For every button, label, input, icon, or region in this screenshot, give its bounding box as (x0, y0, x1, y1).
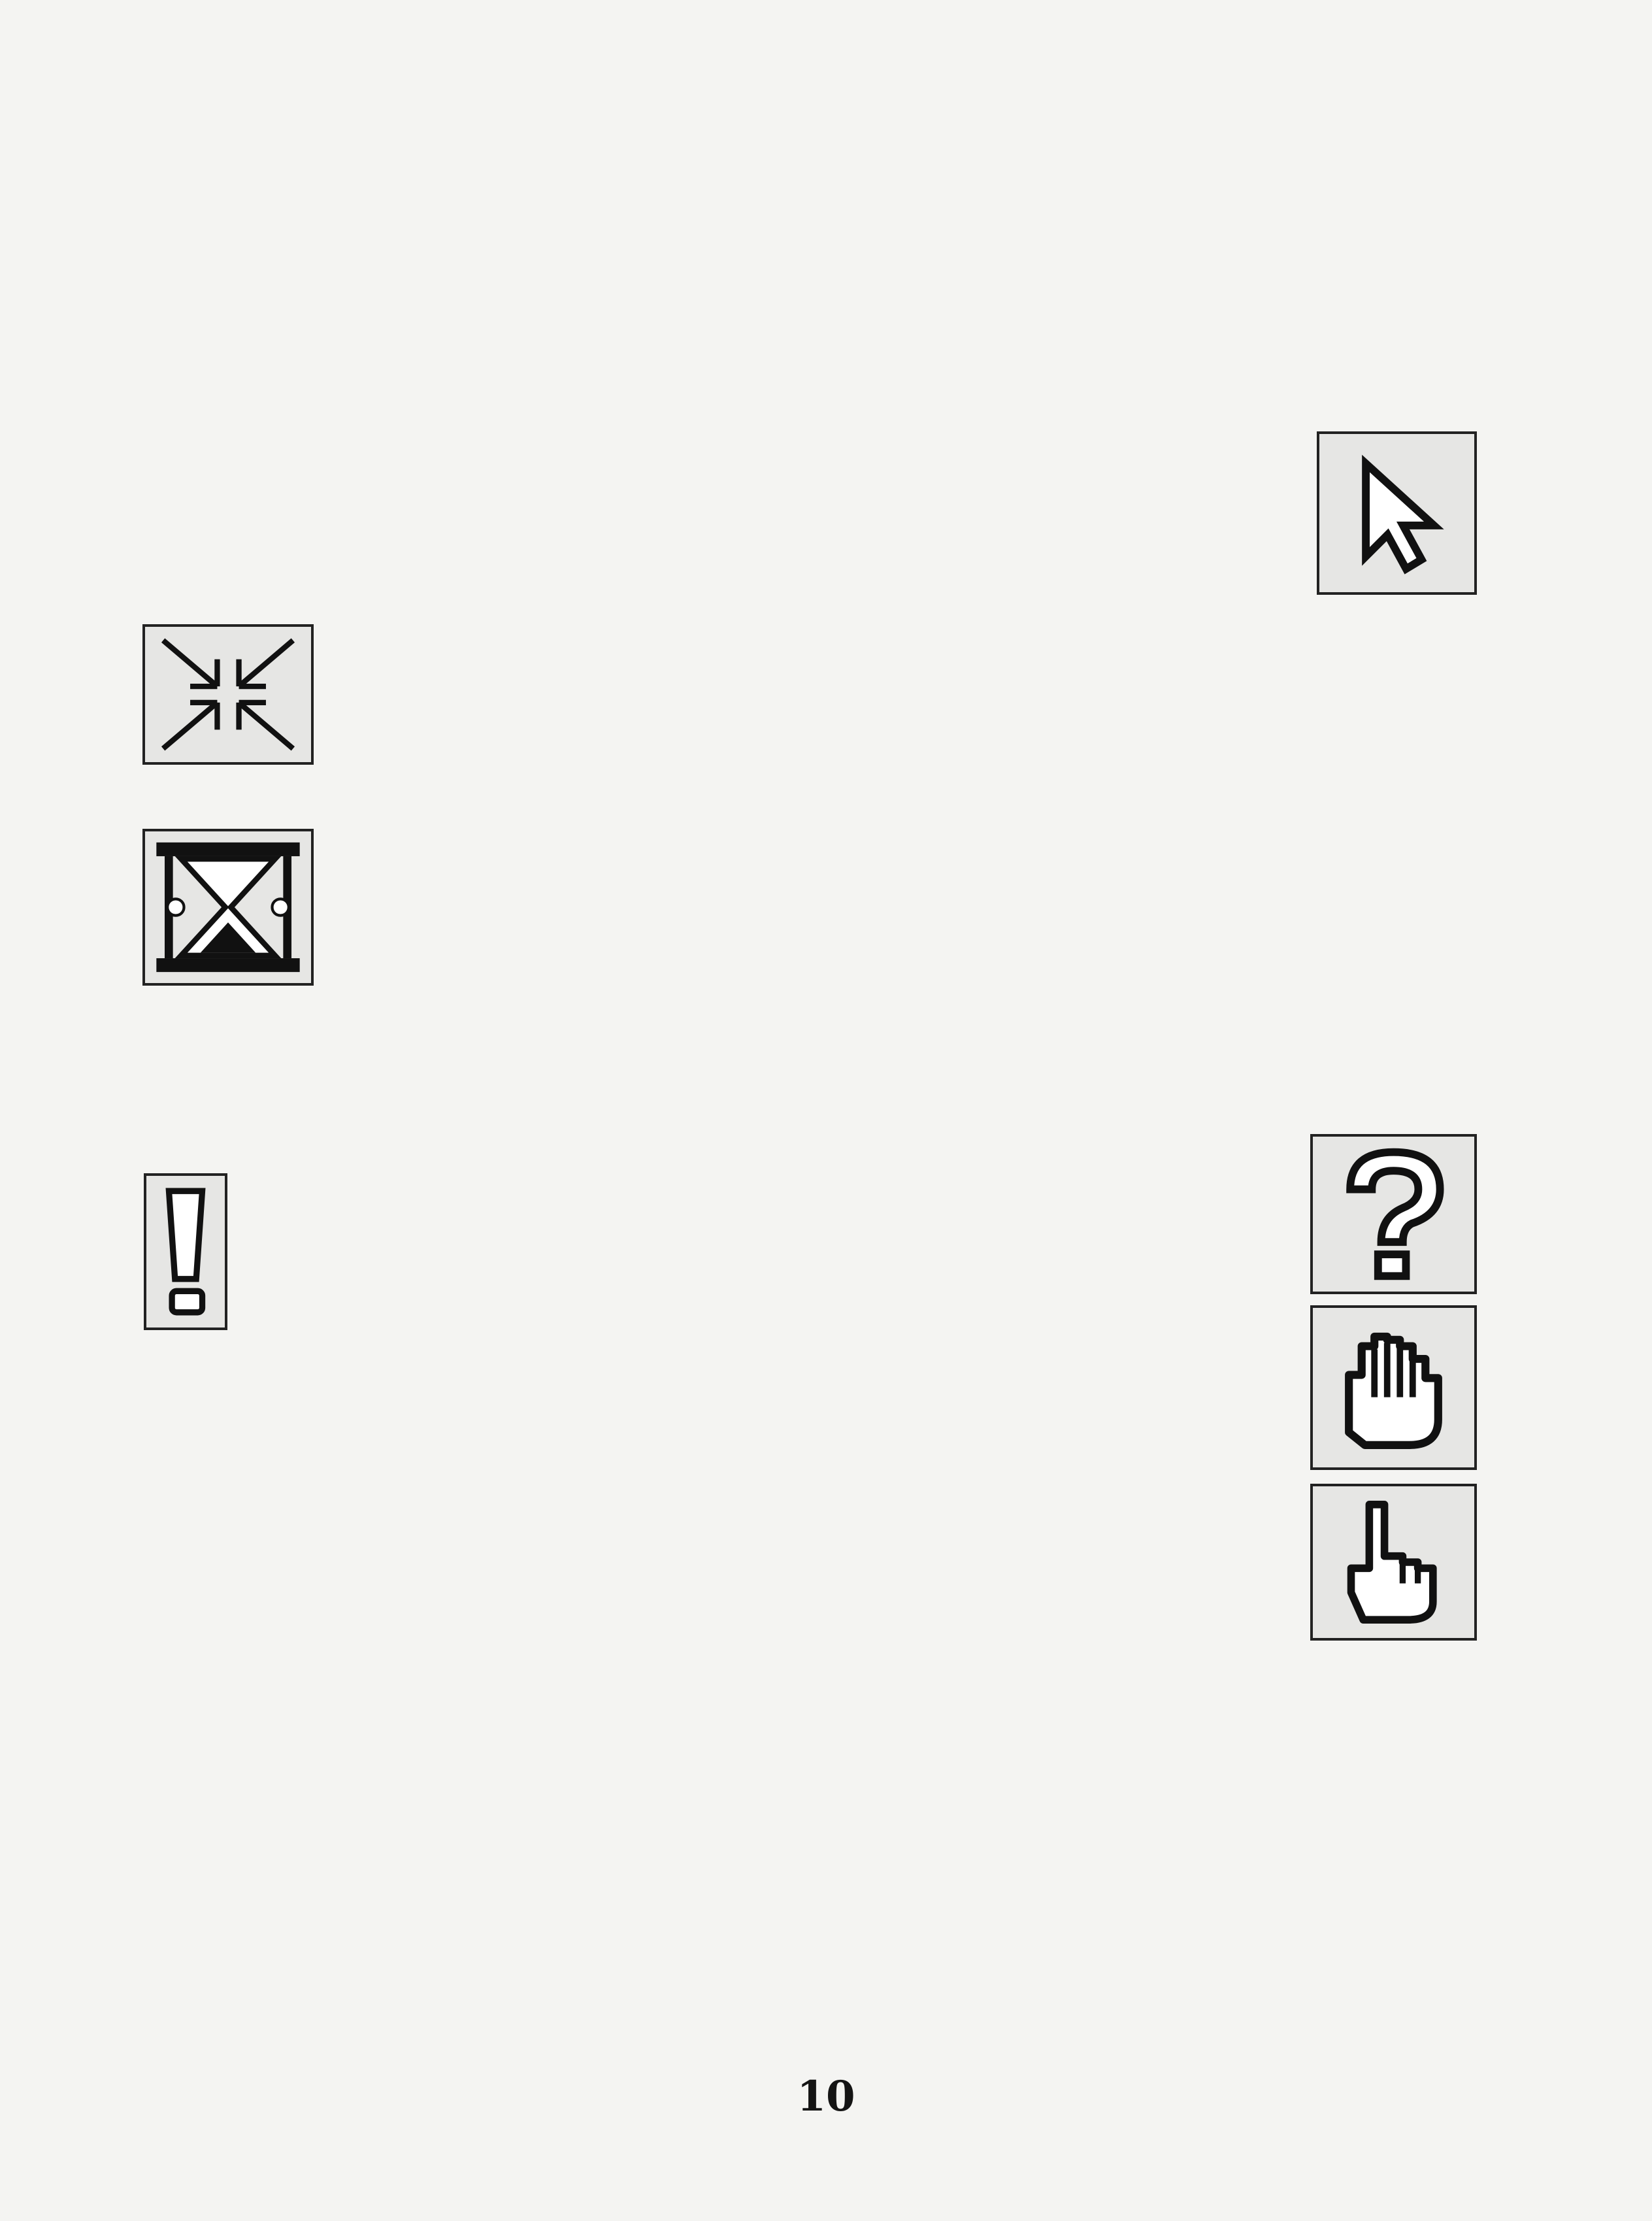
exclamation-cursor-icon (144, 1173, 227, 1330)
four-arrows-inward-icon (142, 624, 314, 765)
hand-cursor-icon (1310, 1305, 1477, 1470)
question-mark-cursor-icon (1310, 1134, 1477, 1294)
arrow-cursor-icon (1317, 431, 1477, 595)
hourglass-icon (142, 829, 314, 986)
pointing-hand-cursor-icon (1310, 1484, 1477, 1641)
page-number: 10 (797, 2072, 855, 2121)
